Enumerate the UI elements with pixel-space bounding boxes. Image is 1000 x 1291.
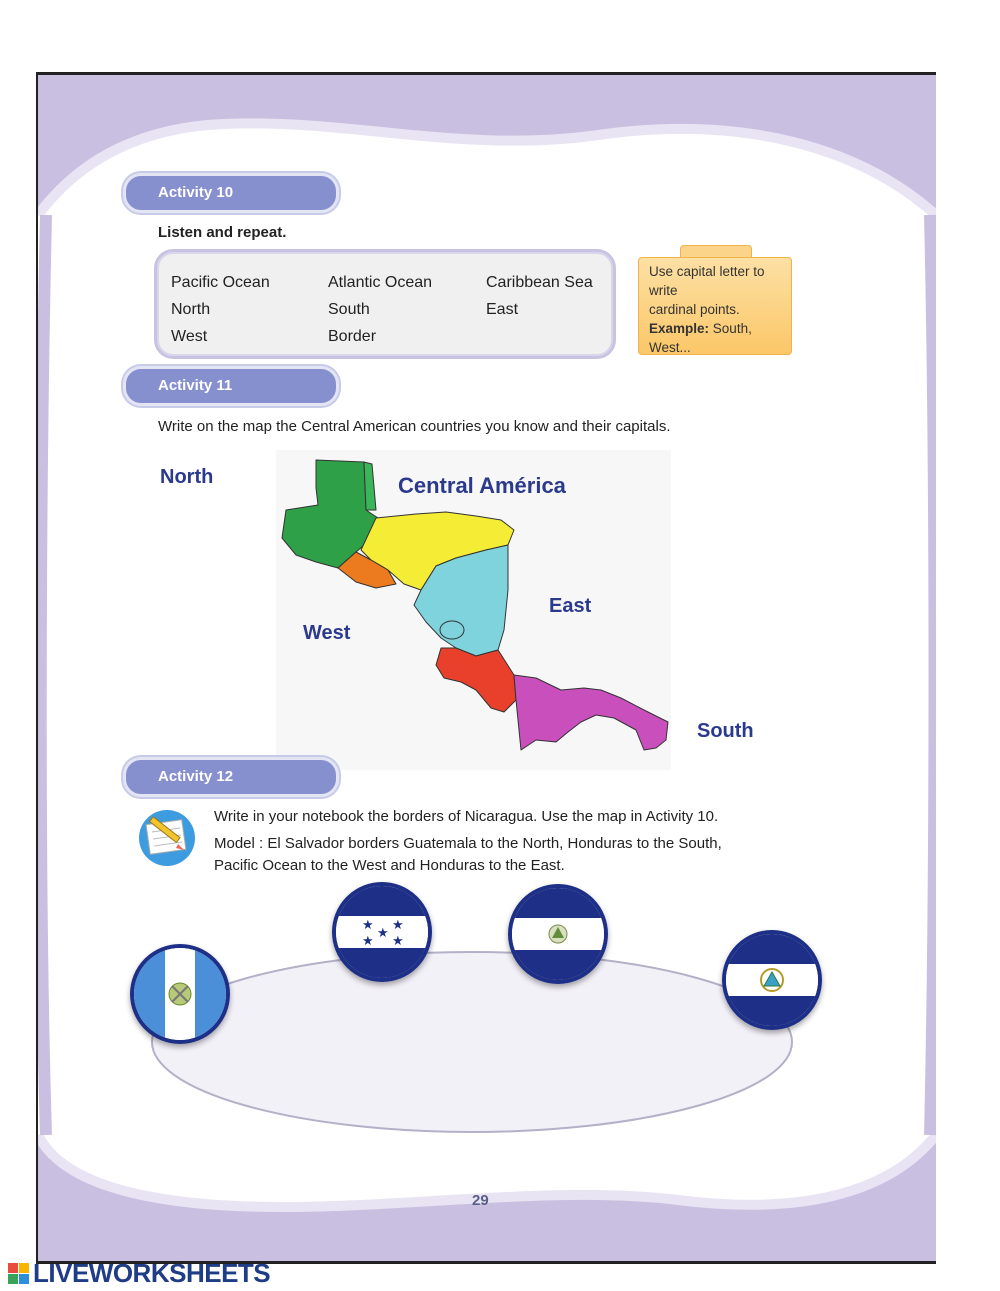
panama-shape [514,675,668,750]
activity-10-label: Activity 10 [123,173,339,213]
liveworksheets-logo-icon [8,1263,30,1285]
guatemala-flag-icon [130,944,230,1044]
note-example [649,319,781,357]
word-south: South [328,301,370,318]
el-salvador-flag-icon [508,884,608,984]
activity-12-line-1: Write in your notebook the borders of Nicaragua. Use the map in Activity 10. [214,808,719,825]
liveworksheets-wordmark: LIVEWORKSHEETS [33,1258,271,1288]
answer-oval [140,930,810,1140]
activity-10-instruction: Listen and repeat. [158,224,287,241]
activity-12-line-2: Model : El Salvador borders Guatemala to the North, Honduras to the South, [214,835,722,852]
svg-text:★: ★ [392,934,404,949]
activity-11-instruction: Write on the map the Central American countries you know and their capitals. [158,418,671,435]
map-west-label: West [303,622,351,644]
activity-12-label: Activity 12 [123,757,339,797]
capital-letter-note [638,257,792,355]
map-east-label: East [549,595,592,617]
svg-text:★: ★ [377,926,389,941]
notebook-pencil-icon [134,808,200,868]
map-south-label: South [697,720,754,742]
map-title: Central América [398,473,566,498]
svg-text:★: ★ [362,934,374,949]
word-pacific-ocean: Pacific Ocean [171,274,270,291]
svg-text:★: ★ [362,918,374,933]
word-box [157,252,613,356]
word-atlantic-ocean: Atlantic Ocean [328,274,433,291]
note-line-2: cardinal points. [649,302,740,317]
page-number: 29 [472,1192,489,1209]
nicaragua-flag-icon [722,930,822,1030]
word-border: Border [328,328,377,345]
map-north-label: North [160,466,214,488]
word-east: East [486,301,519,318]
word-caribbean-sea: Caribbean Sea [486,274,593,291]
note-example-text: South, West... [649,321,752,355]
activity-12-line-3: Pacific Ocean to the West and Honduras to the East. [214,857,565,874]
svg-text:★: ★ [392,918,404,933]
note-example-label: Example: [649,321,710,336]
word-west: West [171,328,208,345]
activity-11-label: Activity 11 [123,366,339,406]
honduras-flag-icon [332,882,432,982]
costa-rica-shape [436,648,516,712]
note-line-1: Use capital letter to write [649,264,765,298]
word-north: North [171,301,211,318]
liveworksheets-logo[interactable] [8,1258,270,1289]
